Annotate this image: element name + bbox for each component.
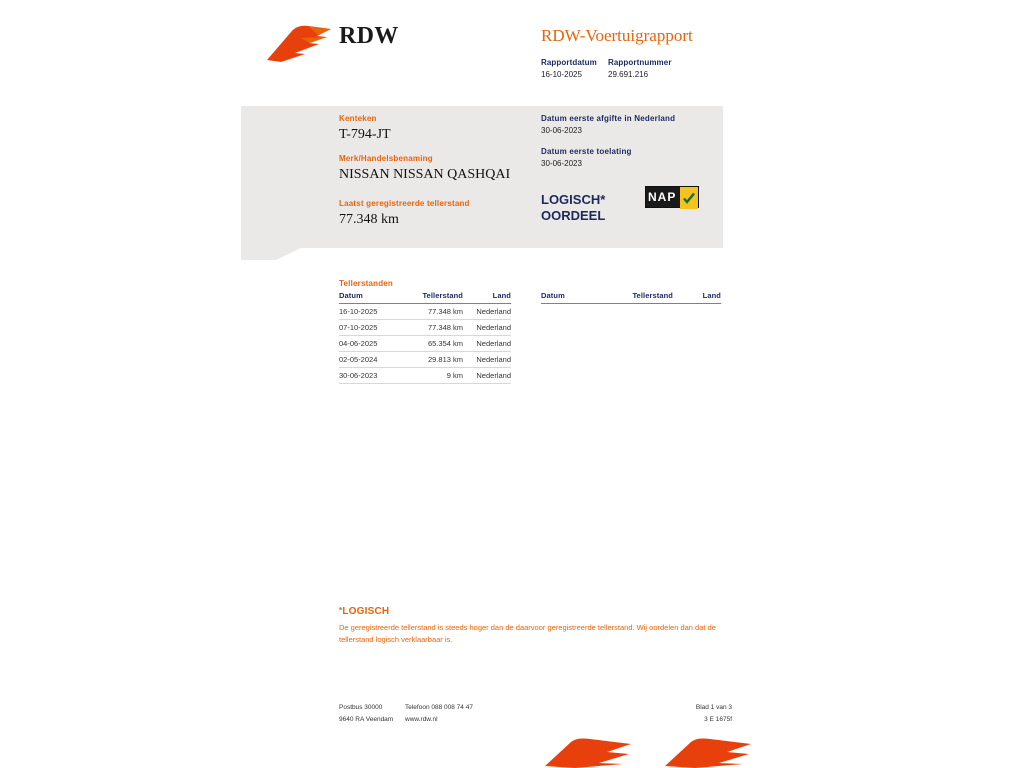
tellerstand-label: Laatst geregistreerde tellerstand xyxy=(339,198,470,208)
check-icon xyxy=(680,187,698,209)
table-header-row xyxy=(541,291,721,304)
table-header-row xyxy=(339,291,511,304)
document-code: 3 E 1675f xyxy=(704,716,732,724)
cell-datum: 02-05-2024 xyxy=(339,352,401,368)
merk-value: NISSAN NISSAN QASHQAI xyxy=(339,166,511,182)
merk-label: Merk/Handelsbenaming xyxy=(339,153,433,163)
cell-land: Nederland xyxy=(463,304,511,320)
table-row xyxy=(339,352,511,368)
footer-address-1: Postbus 30000 xyxy=(339,704,383,711)
tellerstanden-title: Tellerstanden xyxy=(339,279,394,288)
report-date-label: Rapportdatum xyxy=(541,58,597,67)
tellerstanden-table-right xyxy=(541,291,721,304)
logisch-body-text: De geregistreerde tellerstand is steeds hoger dan de daarvoor geregistreerde tellerstand. Wij oordelen dan dat de tellerstand logisch verklaarbaar is. xyxy=(339,623,716,644)
col-datum: Datum xyxy=(541,291,607,304)
report-number-label: Rapportnummer xyxy=(608,58,672,67)
panel-right-column xyxy=(541,114,731,177)
eerste-toelating-value: 30-06-2023 xyxy=(541,159,582,168)
panel-left-column xyxy=(339,114,524,239)
footer-right xyxy=(660,702,732,727)
cell-land: Nederland xyxy=(463,368,511,384)
cell-tellerstand: 65.354 km xyxy=(401,336,463,352)
oordeel-line-1: LOGISCH* xyxy=(541,192,606,207)
report-number-value: 29.691.216 xyxy=(608,70,649,79)
cell-tellerstand: 77.348 km xyxy=(401,320,463,336)
footer-rdw-logo-icon xyxy=(545,738,785,768)
footer-contact-2: www.rdw.nl xyxy=(405,716,438,724)
kenteken-label: Kenteken xyxy=(339,114,377,123)
rdw-logo-icon xyxy=(265,22,335,64)
page-title: RDW xyxy=(339,23,399,49)
nap-badge-icon xyxy=(645,186,699,208)
footer-address-2: 9640 RA Veendam xyxy=(339,716,394,724)
cell-datum: 30-06-2023 xyxy=(339,368,401,384)
col-land: Land xyxy=(463,291,511,304)
cell-land: Nederland xyxy=(463,336,511,352)
report-meta xyxy=(541,58,841,79)
cell-tellerstand: 29.813 km xyxy=(401,352,463,368)
col-tellerstand: Tellerstand xyxy=(401,291,463,304)
eerste-toelating-label: Datum eerste toelating xyxy=(541,147,632,156)
cell-tellerstand: 9 km xyxy=(401,368,463,384)
nap-label: NAP xyxy=(648,190,677,204)
table-row xyxy=(339,304,511,320)
eerste-afgifte-value: 30-06-2023 xyxy=(541,126,582,135)
report-date-value: 16-10-2025 xyxy=(541,70,582,79)
table-row xyxy=(339,336,511,352)
asterisk-marker: * xyxy=(339,606,343,615)
kenteken-value: T-794-JT xyxy=(339,127,391,142)
cell-datum: 16-10-2025 xyxy=(339,304,401,320)
table-row xyxy=(339,368,511,384)
page-number: Blad 1 van 3 xyxy=(695,704,732,711)
tellerstand-value: 77.348 km xyxy=(339,211,399,227)
cell-tellerstand: 77.348 km xyxy=(401,304,463,320)
eerste-afgifte-label: Datum eerste afgifte in Nederland xyxy=(541,114,676,123)
oordeel-value xyxy=(541,192,605,225)
footer-contact-1: Telefoon 088 008 74 47 xyxy=(405,704,473,711)
logisch-heading xyxy=(339,606,389,617)
cell-datum: 04-06-2025 xyxy=(339,336,401,352)
cell-land: Nederland xyxy=(463,352,511,368)
cell-datum: 07-10-2025 xyxy=(339,320,401,336)
cell-land: Nederland xyxy=(463,320,511,336)
panel-notch xyxy=(241,248,301,260)
oordeel-line-2: OORDEEL xyxy=(541,208,606,224)
col-tellerstand: Tellerstand xyxy=(607,291,673,304)
report-title: RDW-Voertuigrapport xyxy=(541,26,693,45)
logisch-label: LOGISCH xyxy=(342,606,390,617)
tellerstanden-table-left xyxy=(339,291,511,384)
col-datum: Datum xyxy=(339,291,401,304)
table-row xyxy=(339,320,511,336)
col-land: Land xyxy=(673,291,721,304)
